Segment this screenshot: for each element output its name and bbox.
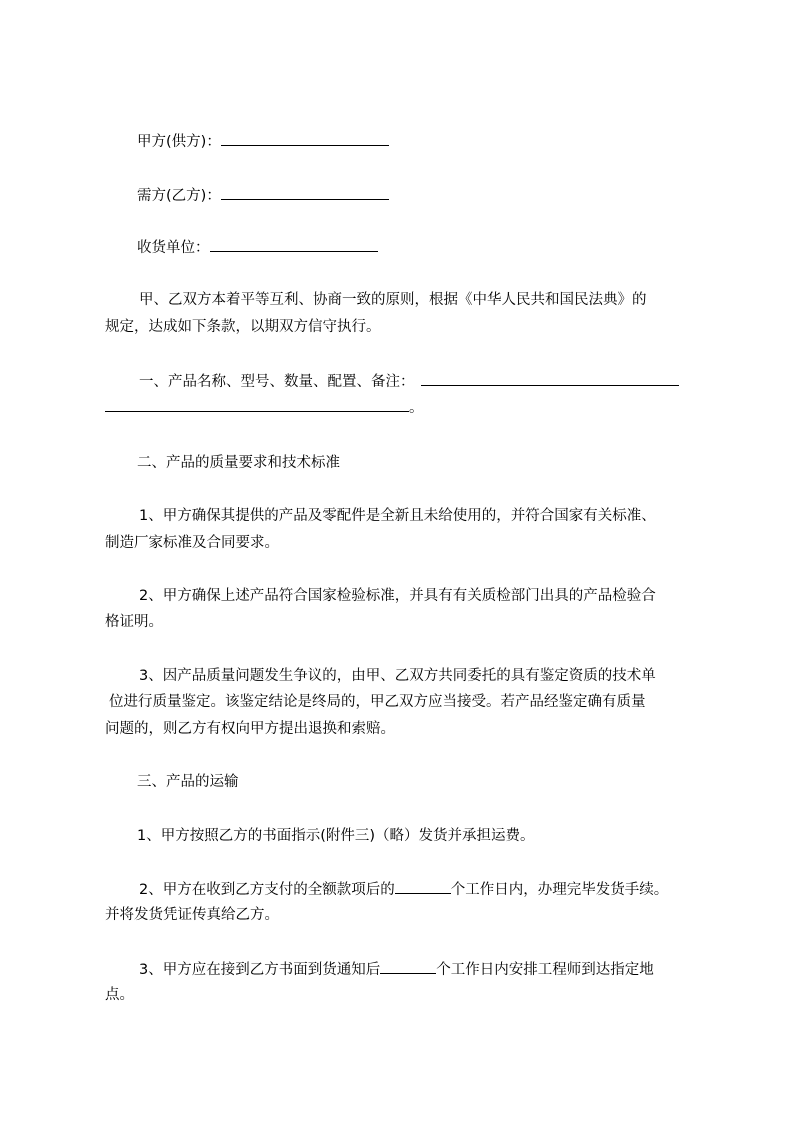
section3-item3-line2: 点。 (105, 987, 134, 1003)
section2-title: 二、产品的质量要求和技术标准 (137, 455, 340, 471)
party-a-blank[interactable] (221, 131, 389, 146)
engineer-days-blank[interactable] (380, 959, 436, 974)
section2-item2-line1: 2、甲方确保上述产品符合国家检验标准，并具有有关质检部门出具的产品检验合 (139, 588, 656, 604)
intro-line-1: 甲、乙双方本着平等互利、协商一致的原则，根据《中华人民共和国民法典》的 (139, 292, 647, 308)
party-a-row (137, 131, 389, 152)
section3-item3-post: 个工作日内安排工程师到达指定地 (436, 962, 654, 978)
section3-item2-line2: 并将发货凭证传真给乙方。 (105, 907, 279, 923)
section2-item3-line2: 位进行质量鉴定。该鉴定结论是终局的，甲乙双方应当接受。若产品经鉴定确有质量 (109, 694, 646, 710)
section3-item1: 1、甲方按照乙方的书面指示(附件三)（略）发货并承担运费。 (137, 828, 535, 844)
section3-item2-pre: 2、甲方在收到乙方支付的全额款项后的 (139, 882, 395, 898)
section2-item1-line2: 制造厂家标准及合同要求。 (105, 535, 279, 551)
receiver-label: 收货单位： (137, 240, 210, 256)
section2-item3-line3: 问题的，则乙方有权向甲方提出退换和索赔。 (105, 721, 395, 737)
party-a-label: 甲方(供方)： (137, 134, 221, 150)
section1-end-mark: 。 (409, 400, 424, 416)
section3-item2-row (139, 879, 668, 900)
party-b-row (137, 185, 389, 206)
section2-item2-line2: 格证明。 (105, 614, 163, 630)
receiver-blank[interactable] (210, 237, 378, 252)
section1-title-row (139, 371, 679, 392)
party-b-blank[interactable] (221, 185, 389, 200)
intro-line-2: 规定，达成如下条款，以期双方信守执行。 (105, 319, 381, 335)
section3-title: 三、产品的运输 (137, 774, 239, 790)
section2-item1-line1: 1、甲方确保其提供的产品及零配件是全新且未给使用的，并符合国家有关标准、 (139, 508, 656, 524)
product-details-blank-2[interactable] (105, 397, 409, 412)
section3-item2-post: 个工作日内，办理完毕发货手续。 (450, 882, 669, 898)
section1-title: 一、产品名称、型号、数量、配置、备注： (139, 374, 415, 390)
receiver-row (137, 237, 378, 258)
party-b-label: 需方(乙方)： (137, 188, 221, 204)
section3-item3-row (139, 959, 654, 980)
product-details-blank-1[interactable] (421, 371, 679, 386)
section3-item3-pre: 3、甲方应在接到乙方书面到货通知后 (139, 962, 381, 978)
ship-days-blank[interactable] (395, 879, 451, 894)
section1-second-row (105, 397, 424, 418)
section2-item3-line1: 3、因产品质量问题发生争议的，由甲、乙双方共同委托的具有鉴定资质的技术单 (139, 668, 656, 684)
